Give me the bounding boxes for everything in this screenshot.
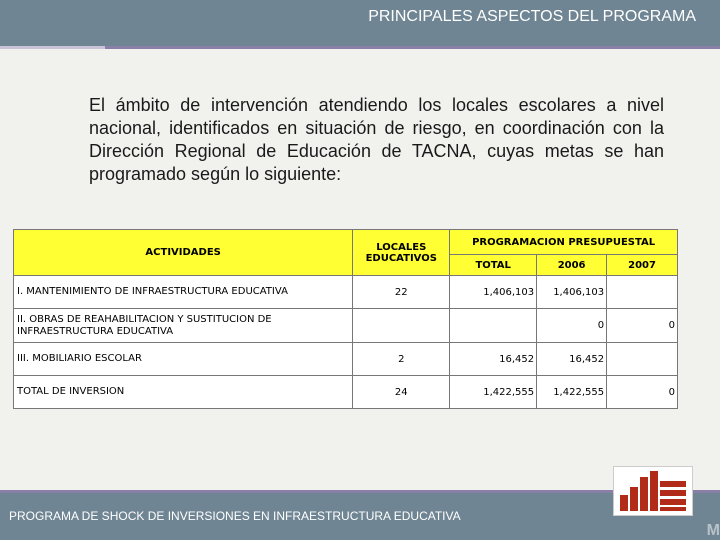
corner-mark: M (706, 522, 720, 539)
header-2007: 2007 (607, 255, 678, 276)
cell-total (450, 309, 537, 343)
table-row (14, 343, 678, 376)
header-locales: LOCALES EDUCATIVOS (353, 230, 450, 276)
bar-chart-logo-icon (613, 466, 693, 516)
cell-2006: 16,452 (537, 343, 607, 376)
cell-2007: 0 (607, 376, 678, 409)
table-row (14, 276, 678, 309)
cell-locales: 24 (353, 376, 450, 409)
header-programacion: PROGRAMACION PRESUPUESTAL (450, 230, 678, 255)
cell-total: 1,406,103 (450, 276, 537, 309)
table-row (14, 309, 678, 343)
cell-2006: 0 (537, 309, 607, 343)
cell-2007: 0 (607, 309, 678, 343)
footer-text: PROGRAMA DE SHOCK DE INVERSIONES EN INFRAESTRUCTURA EDUCATIVA (9, 509, 461, 523)
cell-2007 (607, 343, 678, 376)
cell-actividad: III. MOBILIARIO ESCOLAR (14, 343, 353, 376)
cell-locales: 22 (353, 276, 450, 309)
header-total: TOTAL (450, 255, 537, 276)
budget-table (13, 229, 678, 409)
slide-title: PRINCIPALES ASPECTOS DEL PROGRAMA (368, 8, 696, 25)
footer-divider (0, 490, 720, 493)
header-actividades: ACTIVIDADES (14, 230, 353, 276)
header-2006: 2006 (537, 255, 607, 276)
cell-actividad: I. MANTENIMIENTO DE INFRAESTRUCTURA EDUCATIVA (14, 276, 353, 309)
cell-total: 16,452 (450, 343, 537, 376)
cell-2006: 1,422,555 (537, 376, 607, 409)
intro-paragraph: El ámbito de intervención atendiendo los locales escolares a nivel nacional, identificados en situación de riesgo, en coordinación con la Dirección Regional de Educación de TACNA, cuyas metas se han programado según lo siguiente: (89, 95, 664, 184)
table-header-row (14, 230, 678, 255)
cell-locales (353, 309, 450, 343)
cell-2007 (607, 276, 678, 309)
cell-locales: 2 (353, 343, 450, 376)
cell-total: 1,422,555 (450, 376, 537, 409)
table-row-total (14, 376, 678, 409)
cell-actividad: II. OBRAS DE REAHABILITACION Y SUSTITUCION DE INFRAESTRUCTURA EDUCATIVA (14, 309, 353, 343)
cell-2006: 1,406,103 (537, 276, 607, 309)
cell-actividad: TOTAL DE INVERSION (14, 376, 353, 409)
